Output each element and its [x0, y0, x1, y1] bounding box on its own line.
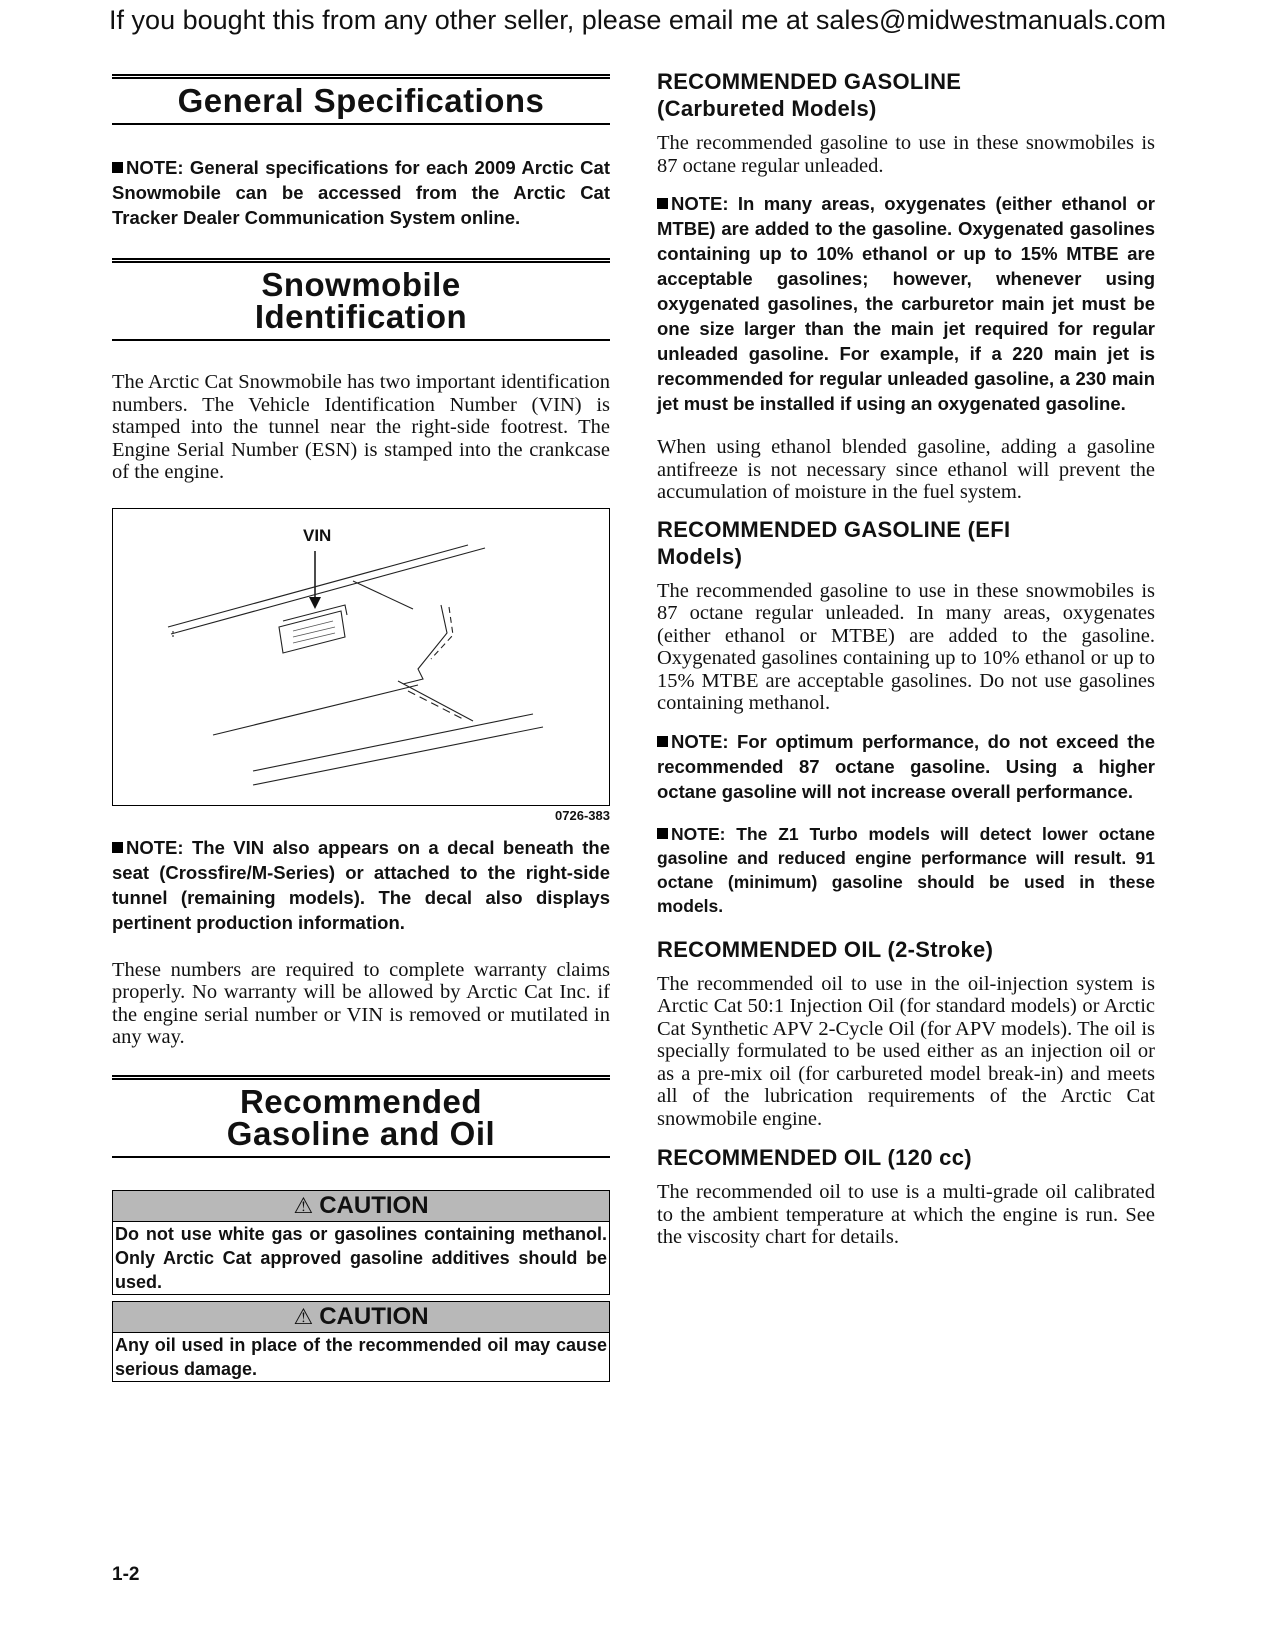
oil-2stroke-body: The recommended oil to use in the oil-injection system is Arctic Cat 50:1 Injection Oil (for standard models) or Arctic Cat Synthetic APV 2-Cycle Oil (for APV models). The oil is specially formulated to be used either as an injection oil or as a pre-mix oil (for carbureted model break-in) and meets all of the lubrication requirements of the Arctic Cat snowmobile engine.: [657, 972, 1155, 1130]
caution-box-1: [112, 1190, 610, 1295]
carb-gasoline-body: The recommended gasoline to use in these snowmobiles is 87 octane regular unleaded.: [657, 132, 1155, 177]
warning-triangle-icon: ⚠: [293, 1192, 314, 1218]
caution-text-2: Any oil used in place of the recommended oil may cause serious damage.: [115, 1334, 607, 1379]
right-column: [657, 68, 1155, 1249]
warranty-body: These numbers are required to complete warranty claims properly. No warranty will be allowed by Arctic Cat Inc. if the engine serial number or VIN is removed or mutilated in any way.: [112, 958, 610, 1048]
gasoline-oil-title: Recommended Gasoline and Oil: [226, 1082, 496, 1152]
identification-header: [112, 258, 610, 341]
note-bullet-icon: [657, 736, 668, 747]
note-bullet-icon: [657, 828, 668, 839]
general-specs-header: [112, 74, 610, 125]
vin-label: VIN: [303, 525, 332, 545]
efi-gasoline-body: The recommended gasoline to use in these snowmobiles is 87 octane regular unleaded. In many areas, oxygenates (either ethanol or MTBE) are added to the gasoline. Oxygenated gasolines containing up to 10% ethanol or up to 15% MTBE are acceptable gasolines. Do not use gasolines containing methanol.: [657, 579, 1155, 714]
warning-triangle-icon: ⚠: [293, 1303, 314, 1329]
page-number: 1-2: [112, 1564, 140, 1585]
carb-gasoline-heading: RECOMMENDED GASOLINE (Carbureted Models): [657, 69, 962, 121]
vin-note: NOTE: The VIN also appears on a decal beneath the seat (Crossfire/M-Series) or attached to the right-side tunnel (remaining models). The decal also displays pertinent production information.: [112, 836, 610, 933]
vin-illustration: [113, 509, 609, 805]
vin-figure: [112, 508, 610, 806]
caution-text-1: Do not use white gas or gasolines containing methanol. Only Arctic Cat approved gasoline additives should be used.: [115, 1223, 607, 1292]
carb-oxygenate-note: NOTE: In many areas, oxygenates (either ethanol or MTBE) are added to the gasoline. Oxygenated gasolines containing up to 10% ethanol or up to 15% MTBE are acceptable gasolines; however, whenever using oxygenated gasolines, the carburetor main jet must be one size larger than the main jet required for regular unleaded gasoline. For example, if a 220 main jet is recommended for regular unleaded gasoline, a 230 main jet must be installed if using an oxygenated gasoline.: [657, 193, 1155, 414]
figure-code: 0726-383: [555, 807, 610, 823]
left-column: [112, 74, 610, 1382]
caution-header-1: ⚠ CAUTION: [113, 1191, 609, 1222]
identification-body: The Arctic Cat Snowmobile has two important identification numbers. The Vehicle Identification Number (VIN) is stamped into the tunnel near the right-side footrest. The Engine Serial Number (ESN) is stamped into the crankcase of the engine.: [112, 371, 610, 483]
note-bullet-icon: [657, 198, 668, 209]
caution-header-2: ⚠ CAUTION: [113, 1302, 609, 1333]
oil-2stroke-heading: RECOMMENDED OIL (2-Stroke): [657, 936, 994, 962]
efi-gasoline-heading: RECOMMENDED GASOLINE (EFI Models): [657, 516, 1011, 569]
gasoline-oil-header: [112, 1075, 610, 1158]
oil-120cc-heading: RECOMMENDED OIL (120 cc): [657, 1145, 972, 1170]
seller-banner: If you bought this from any other seller, please email me at sales@midwestmanuals.com: [109, 5, 1166, 35]
efi-octane-note: NOTE: For optimum performance, do not exceed the recommended 87 octane gasoline. Using a higher octane gasoline will not increase overall performance.: [657, 730, 1155, 802]
z1-turbo-note: NOTE: The Z1 Turbo models will detect lower octane gasoline and reduced engine performance will result. 91 octane (minimum) gasoline should be used in these models.: [657, 823, 1155, 916]
general-note: NOTE: General specifications for each 2009 Arctic Cat Snowmobile can be accessed from the Arctic Cat Tracker Dealer Communication System online.: [112, 157, 610, 228]
caution-box-2: [112, 1301, 610, 1382]
general-specs-title: General Specifications: [177, 82, 545, 119]
ethanol-body: When using ethanol blended gasoline, adding a gasoline antifreeze is not necessary since ethanol will prevent the accumulation of moisture in the fuel system.: [657, 436, 1155, 503]
note-bullet-icon: [112, 162, 123, 173]
vin-arrow-head: [309, 597, 321, 609]
oil-120cc-body: The recommended oil to use is a multi-grade oil calibrated to the ambient temperature at which the engine is run. See the viscosity chart for details.: [657, 1181, 1155, 1248]
identification-title: Snowmobile Identification: [254, 266, 468, 335]
note-bullet-icon: [112, 842, 123, 853]
